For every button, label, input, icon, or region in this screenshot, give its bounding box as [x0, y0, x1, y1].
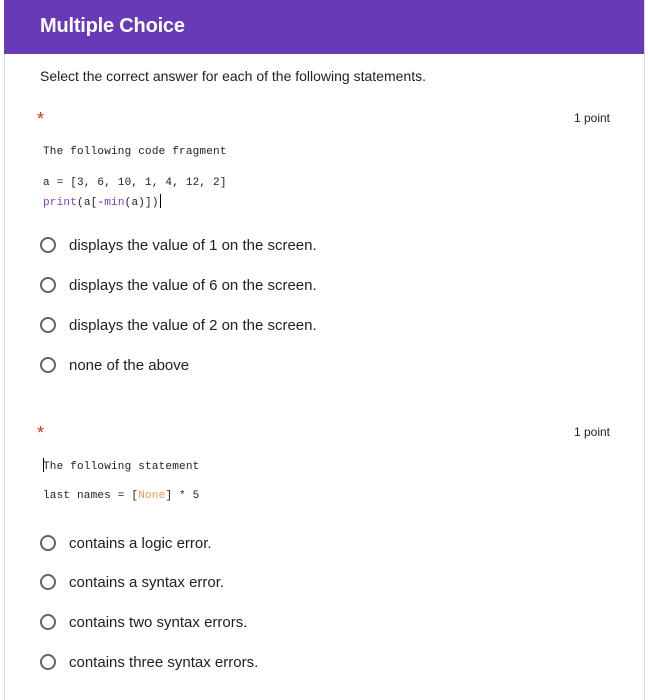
option-label: contains three syntax errors. [69, 653, 259, 671]
q1-option-2[interactable] [40, 275, 317, 295]
question-code-heading [43, 458, 199, 473]
q1-option-1[interactable] [40, 235, 317, 255]
option-label: contains a syntax error. [69, 573, 225, 591]
question-code-heading: The following code fragment [43, 146, 227, 158]
code-line-print [43, 194, 161, 209]
required-asterisk: * [37, 109, 45, 129]
q2-option-4[interactable] [40, 652, 258, 672]
q2-option-3[interactable] [40, 612, 247, 632]
form-card [4, 0, 645, 700]
option-label: none of the above [69, 356, 190, 374]
radio-unchecked-icon[interactable] [40, 535, 56, 551]
q2-option-1[interactable] [40, 533, 212, 553]
radio-unchecked-icon[interactable] [40, 277, 56, 293]
section-description: Select the correct answer for each of the following statements. [40, 68, 426, 84]
option-label: displays the value of 6 on the screen. [69, 276, 317, 294]
code-print-open: (a[- [77, 197, 105, 209]
code-heading-text: The following statement [43, 461, 200, 473]
text-cursor [160, 194, 162, 208]
q1-option-3[interactable] [40, 315, 317, 335]
form-section-header [4, 0, 644, 54]
code-assign-pre: last names = [ [43, 490, 139, 502]
option-label: displays the value of 1 on the screen. [69, 236, 317, 254]
q2-option-2[interactable] [40, 572, 224, 592]
required-asterisk: * [37, 423, 45, 443]
radio-unchecked-icon[interactable] [40, 357, 56, 373]
question-points: 1 point [573, 111, 610, 125]
option-label: contains a logic error. [69, 534, 212, 552]
radio-unchecked-icon[interactable] [40, 654, 56, 670]
q1-option-4[interactable] [40, 355, 189, 375]
code-keyword-print: print [43, 197, 78, 209]
code-line-statement [43, 490, 199, 502]
code-print-close: (a)]) [124, 197, 159, 209]
radio-unchecked-icon[interactable] [40, 574, 56, 590]
radio-unchecked-icon[interactable] [40, 614, 56, 630]
question-points: 1 point [573, 425, 610, 439]
code-assign-post: ] * 5 [165, 490, 200, 502]
radio-unchecked-icon[interactable] [40, 237, 56, 253]
code-keyword-min: min [104, 197, 125, 209]
code-line-array: a = [3, 6, 10, 1, 4, 12, 2] [43, 177, 227, 189]
section-title: Multiple Choice [40, 15, 185, 37]
radio-unchecked-icon[interactable] [40, 317, 56, 333]
option-label: displays the value of 2 on the screen. [69, 316, 317, 334]
option-label: contains two syntax errors. [69, 613, 248, 631]
code-literal-none: None [138, 490, 166, 502]
